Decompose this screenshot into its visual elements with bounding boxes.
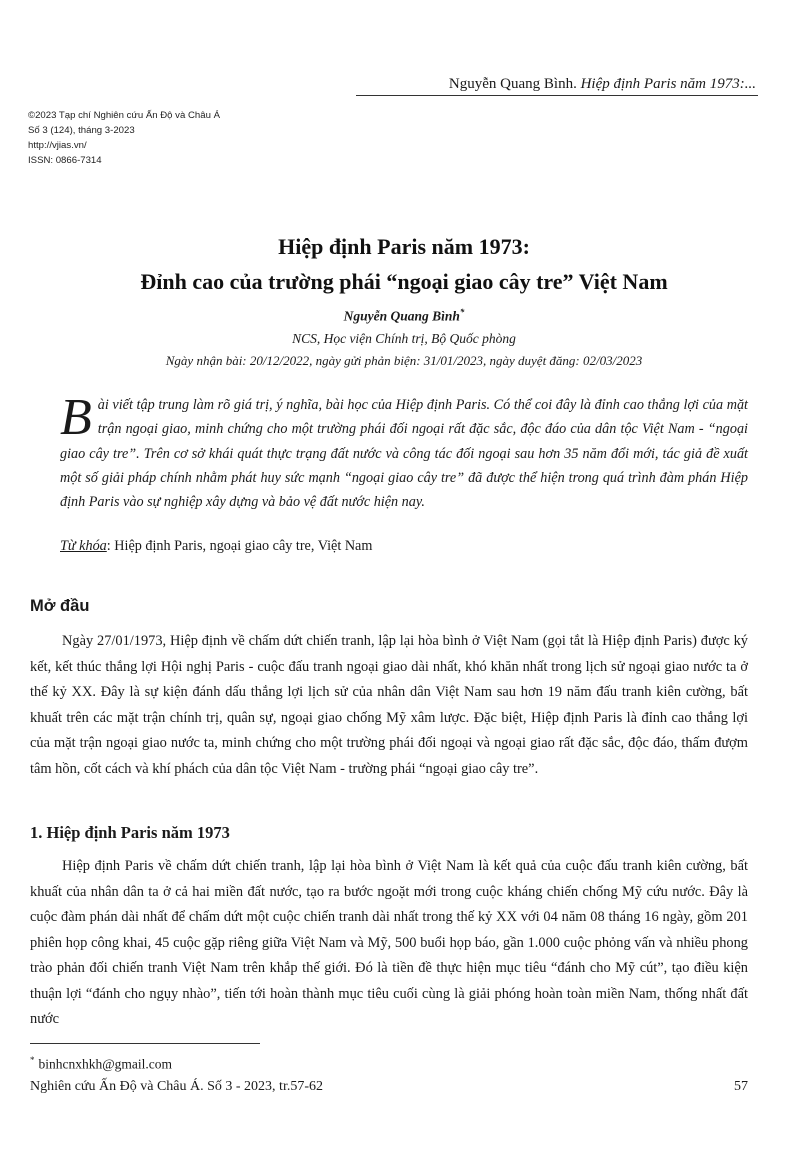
abstract-text: ài viết tập trung làm rõ giá trị, ý nghĩa, bài học của Hiệp định Paris. Có thể coi đây là đỉnh cao thắng lợi của mặt trận ngoại giao, minh chứng cho một trường phái đối ngoại rất đặc sắc, độc đáo của dân tộc Việt Nam - “ngoại giao cây tre”. Trên cơ sở khái quát thực trạng đất nước và công tác đối ngoại sau hơn 35 năm đổi mới, tác giả đề xuất một số giải pháp chính nhằm phát huy sức mạnh “ngoại giao cây tre” đã được thể hiện trong quá trình đàm phán Hiệp định Paris vào sự nghiệp xây dựng và bảo vệ đất nước hiện nay. xyxy=(60,397,748,511)
abstract-dropcap: B xyxy=(60,389,92,446)
keywords-label: Từ khóa xyxy=(60,538,107,554)
author-footnote-mark: * xyxy=(459,307,465,317)
keywords-text: : Hiệp định Paris, ngoại giao cây tre, Việt Nam xyxy=(106,538,373,554)
author-name: Nguyễn Quang Bình xyxy=(343,308,460,324)
footnote-mark: * xyxy=(30,1055,35,1065)
running-head-author: Nguyễn Quang Bình. xyxy=(448,76,577,92)
page-footer xyxy=(30,1079,748,1095)
footer-journal: Nghiên cứu Ấn Độ và Châu Á. Số 3 - 2023, tr.57-62 xyxy=(30,1079,324,1094)
abstract xyxy=(60,389,748,514)
intro-paragraph: Ngày 27/01/1973, Hiệp định về chấm dứt chiến tranh, lập lại hòa bình ở Việt Nam (gọi tắt là Hiệp định Paris) được ký kết, kết thúc thắng lợi Hội nghị Paris - cuộc đấu tranh ngoại giao dài nhất, khó khăn nhất trong lịch sử ngoại giao nước ta ở thế kỷ XX. Đây là sự kiện đánh dấu thắng lợi lịch sử của nhân dân Việt Nam sau hơn 19 năm đấu tranh kiên cường, bất khuất trên các mặt trận chính trị, quân sự, ngoại giao chống Mỹ xâm lược. Đặc biệt, Hiệp định Paris là đỉnh cao thắng lợi của mặt trận ngoại giao nước ta, minh chứng cho một trường phái đối ngoại và ngoại giao rất đặc sắc, độc đáo, thấm đượm tâm hồn, cốt cách và khí phách của dân tộc Việt Nam - trường phái “ngoại giao cây tre”. xyxy=(30,633,748,777)
article-title-line-2: Đỉnh cao của trường phái “ngoại giao cây tre” Việt Nam xyxy=(140,269,668,294)
running-head-title: Hiệp định Paris năm 1973:... xyxy=(580,76,756,92)
journal-url-link[interactable]: http://vjias.vn/ xyxy=(28,140,87,151)
submission-dates: Ngày nhận bài: 20/12/2022, ngày gửi phản biện: 31/01/2023, ngày duyệt đăng: 02/03/2023 xyxy=(165,352,643,368)
author-affiliation: NCS, Học viện Chính trị, Bộ Quốc phòng xyxy=(292,330,516,346)
footnote-rule xyxy=(30,1043,260,1044)
author-line xyxy=(0,301,808,328)
section-heading-1: 1. Hiệp định Paris năm 1973 xyxy=(30,823,230,842)
page-number: 57 xyxy=(734,1079,748,1094)
issn-line: ISSN: 0866-7314 xyxy=(28,155,102,166)
footnote xyxy=(30,1055,172,1073)
section-heading-intro: Mở đầu xyxy=(30,597,90,615)
footnote-email[interactable]: binhcnxhkh@gmail.com xyxy=(38,1056,173,1072)
header-rule xyxy=(356,95,758,96)
section-1-paragraph: Hiệp định Paris về chấm dứt chiến tranh, lập lại hòa bình ở Việt Nam là kết quả của cuộc đấu tranh kiên cường, bất khuất của nhân dân ta ở cả hai miền đất nước, tạo ra bước ngoặt mới trong cuộc kháng chiến chống Mỹ cứu nước. Đây là cuộc đàm phán dài nhất để chấm dứt một cuộc chiến tranh dài nhất trong thế kỷ XX với 04 năm 08 tháng 16 ngày, gồm 201 phiên họp công khai, 45 cuộc gặp riêng giữa Việt Nam và Mỹ, 500 buổi họp báo, gần 1.000 cuộc phỏng vấn và nhiều phong trào phản đối chiến tranh Việt Nam trên khắp thế giới. Đó là tiền đề thực hiện mục tiêu “đánh cho Mỹ cút”, tạo điều kiện thuận lợi “đánh cho ngụy nhào”, tiến tới hoàn thành mục tiêu cuối cùng là giải phóng hoàn toàn miền Nam, thống nhất đất nước xyxy=(30,858,748,1027)
running-head xyxy=(449,76,756,93)
article-title-line-1: Hiệp định Paris năm 1973: xyxy=(278,234,530,259)
title-block xyxy=(0,229,808,372)
keywords xyxy=(60,535,372,557)
journal-meta xyxy=(28,108,220,168)
copyright-line: ©2023 Tạp chí Nghiên cứu Ấn Độ và Châu Á xyxy=(28,110,220,121)
issue-line: Số 3 (124), tháng 3-2023 xyxy=(28,125,135,136)
